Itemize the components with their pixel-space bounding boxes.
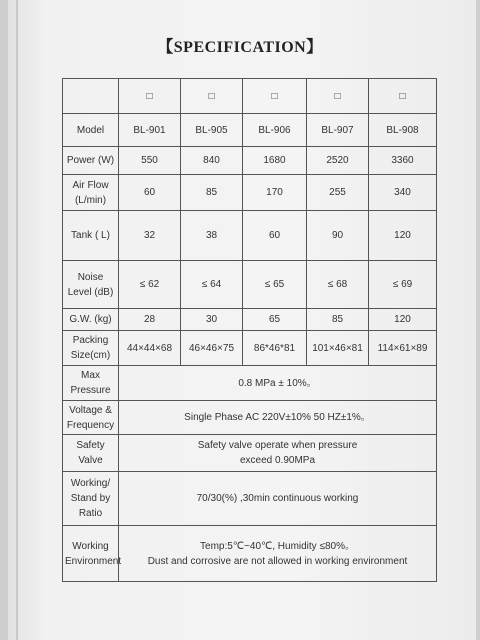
- working-environment-value: [119, 526, 437, 582]
- table-cell: ≤ 65: [243, 261, 307, 309]
- table-cell: 28: [119, 309, 181, 331]
- row-label: Working Environment: [63, 526, 119, 582]
- table-cell: 30: [181, 309, 243, 331]
- table-row: [63, 526, 437, 582]
- page-fold: [16, 0, 18, 640]
- table-row: [63, 366, 437, 401]
- table-cell: 550: [119, 147, 181, 175]
- row-label: Power (W): [63, 147, 119, 175]
- safety-valve-line: Safety valve operate when pressure: [197, 440, 358, 451]
- table-cell: 114×61×89: [369, 331, 437, 366]
- table-cell: 840: [181, 147, 243, 175]
- safety-valve-line: exceed 0.90MPa: [239, 455, 316, 466]
- safety-valve-value: [119, 435, 437, 472]
- table-cell: BL-906: [243, 114, 307, 147]
- table-cell: 38: [181, 211, 243, 261]
- voltage-frequency-value: Single Phase AC 220V±10% 50 HZ±1%。: [119, 401, 437, 435]
- page-title: 【SPECIFICATION】: [157, 39, 323, 56]
- table-cell: BL-901: [119, 114, 181, 147]
- table-cell: 86*46*81: [243, 331, 307, 366]
- model-checkbox: □: [119, 79, 181, 114]
- model-checkbox: □: [181, 79, 243, 114]
- table-cell: 120: [369, 211, 437, 261]
- table-cell: 90: [307, 211, 369, 261]
- model-checkbox: □: [307, 79, 369, 114]
- table-cell: 60: [119, 175, 181, 211]
- table-cell: 60: [243, 211, 307, 261]
- table-row: [63, 435, 437, 472]
- environment-line: Dust and corrosive are not allowed in working environment: [147, 555, 408, 567]
- table-cell: 101×46×81: [307, 331, 369, 366]
- table-row: [63, 211, 437, 261]
- table-row: [63, 175, 437, 211]
- row-label: Air Flow (L/min): [63, 175, 119, 211]
- table-row: [63, 472, 437, 526]
- row-label: G.W. (kg): [63, 309, 119, 331]
- table-cell: 65: [243, 309, 307, 331]
- model-checkbox: □: [369, 79, 437, 114]
- table-cell: 120: [369, 309, 437, 331]
- table-row: [63, 114, 437, 147]
- table-cell: ≤ 68: [307, 261, 369, 309]
- row-label: Packing Size(cm): [63, 331, 119, 366]
- row-label: Model: [63, 114, 119, 147]
- environment-line: Temp:5℃~40℃, Humidity ≤80%。: [200, 540, 355, 552]
- table-row: [63, 261, 437, 309]
- spec-table: [62, 78, 437, 582]
- table-row: [63, 309, 437, 331]
- header-row: [63, 79, 437, 114]
- table-cell: 255: [307, 175, 369, 211]
- table-cell: BL-907: [307, 114, 369, 147]
- table-row: [63, 147, 437, 175]
- table-cell: ≤ 69: [369, 261, 437, 309]
- table-cell: 46×46×75: [181, 331, 243, 366]
- row-label: Working/ Stand by Ratio: [63, 472, 119, 526]
- header-corner-cell: [63, 79, 119, 114]
- table-cell: 3360: [369, 147, 437, 175]
- max-pressure-value: 0.8 MPa ± 10%。: [119, 366, 437, 401]
- row-label: Safety Valve: [63, 435, 119, 472]
- table-cell: BL-908: [369, 114, 437, 147]
- table-cell: BL-905: [181, 114, 243, 147]
- working-ratio-value: 70/30(%) ,30min continuous working: [119, 472, 437, 526]
- row-label: Max Pressure: [63, 366, 119, 401]
- table-cell: 2520: [307, 147, 369, 175]
- table-cell: 170: [243, 175, 307, 211]
- table-cell: 85: [181, 175, 243, 211]
- table-row: [63, 401, 437, 435]
- row-label: Voltage & Frequency: [63, 401, 119, 435]
- model-checkbox: □: [243, 79, 307, 114]
- table-cell: 32: [119, 211, 181, 261]
- table-cell: 44×44×68: [119, 331, 181, 366]
- row-label: Noise Level (dB): [63, 261, 119, 309]
- table-cell: 1680: [243, 147, 307, 175]
- table-cell: ≤ 64: [181, 261, 243, 309]
- table-cell: 340: [369, 175, 437, 211]
- table-row: [63, 331, 437, 366]
- row-label: Tank ( L): [63, 211, 119, 261]
- table-cell: 85: [307, 309, 369, 331]
- table-cell: ≤ 62: [119, 261, 181, 309]
